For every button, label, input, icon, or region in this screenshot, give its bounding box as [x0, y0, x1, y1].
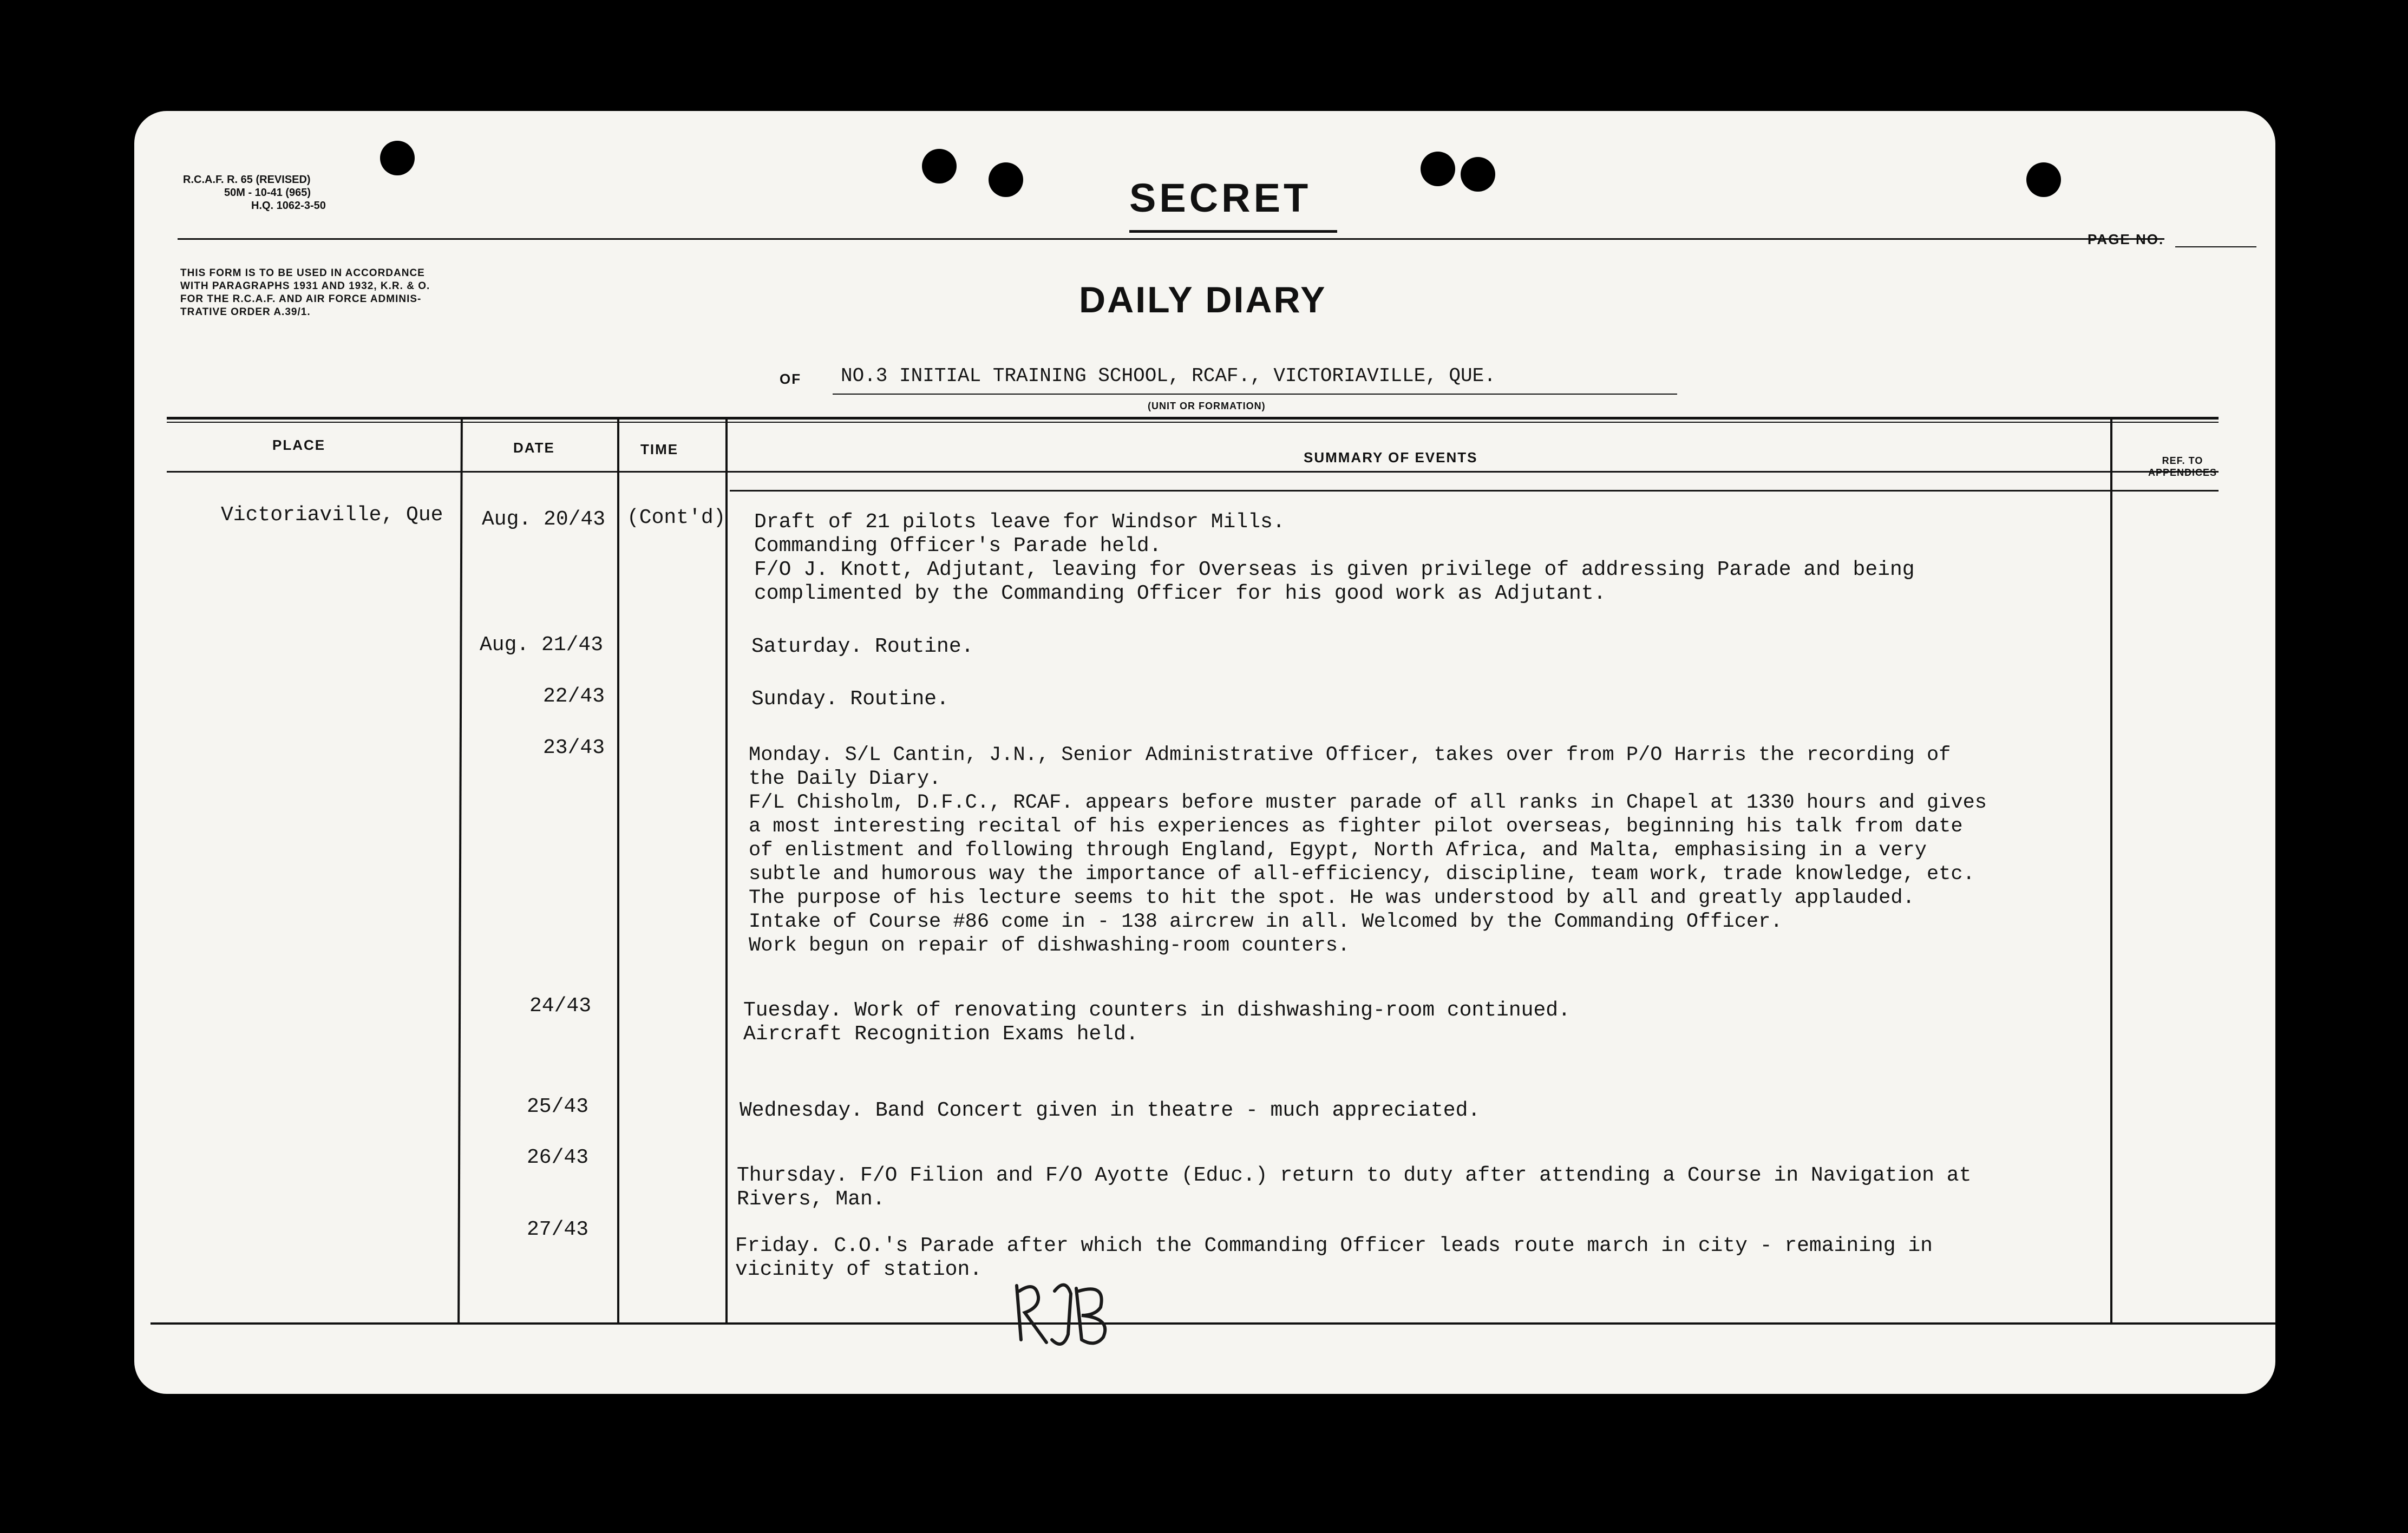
column-divider-place — [457, 420, 463, 1324]
entry-summary — [735, 1234, 1933, 1282]
summary-line: Thursday. F/O Filion and F/O Ayotte (Educ.) return to duty after attending a Course in Navigation at — [737, 1164, 1972, 1187]
classification-underline — [1129, 230, 1337, 233]
column-header-place: PLACE — [272, 437, 326, 453]
summary-line: Friday. C.O.'s Parade after which the Commanding Officer leads route march in city - remaining in — [735, 1234, 1933, 1257]
column-header-rule — [167, 471, 2219, 473]
form-code — [183, 173, 326, 212]
column-header-summary: SUMMARY OF EVENTS — [1304, 449, 1478, 466]
form-instructions — [180, 267, 430, 319]
column-header-ref — [2148, 455, 2217, 479]
entry-date: 24/43 — [529, 994, 592, 1018]
summary-line: Saturday. Routine. — [751, 635, 974, 658]
column-divider-ref — [2110, 420, 2112, 1324]
column-divider-time — [725, 420, 728, 1324]
form-code-line: 50M - 10-41 (965) — [224, 187, 311, 199]
summary-line: Work begun on repair of dishwashing-room counters. — [749, 934, 1350, 957]
summary-line: Tuesday. Work of renovating counters in dishwashing-room continued. — [743, 999, 1571, 1022]
instruction-line: TRATIVE ORDER A.39/1. — [180, 306, 311, 318]
summary-line: vicinity of station. — [735, 1258, 983, 1281]
summary-line: subtle and humorous way the importance of all-efficiency, discipline, team work, trade knowledge, etc. — [749, 863, 1975, 886]
entry-summary — [743, 999, 1571, 1046]
summary-line: Commanding Officer's Parade held. — [754, 534, 1162, 558]
summary-line: Aircraft Recognition Exams held. — [743, 1023, 1138, 1046]
entry-summary — [737, 1164, 1971, 1211]
punch-hole — [1421, 152, 1455, 186]
column-header-date: DATE — [513, 440, 555, 456]
punch-hole — [922, 149, 957, 184]
summary-line: Sunday. Routine. — [751, 687, 949, 711]
instruction-line: FOR THE R.C.A.F. AND AIR FORCE ADMINIS- — [180, 293, 422, 305]
classification-stamp: SECRET — [1129, 175, 1312, 220]
entry-date: 27/43 — [527, 1218, 589, 1241]
unit-underline — [833, 394, 1677, 395]
entry-time: (Cont'd) — [627, 506, 726, 529]
punch-hole — [380, 141, 415, 175]
punch-hole — [1461, 157, 1495, 192]
summary-line: Draft of 21 pilots leave for Windsor Mills. — [754, 510, 1285, 534]
entry-summary — [754, 510, 1915, 606]
entry-date: Aug. 21/43 — [480, 633, 604, 657]
summary-header-rule — [730, 490, 2219, 492]
punch-hole — [2026, 162, 2061, 197]
punch-hole — [989, 162, 1023, 197]
unit-caption: (UNIT OR FORMATION) — [1148, 401, 1266, 411]
summary-line: The purpose of his lecture seems to hit the spot. He was understood by all and greatly applauded. — [749, 887, 1915, 909]
ref-header-line: APPENDICES — [2148, 467, 2217, 478]
entry-date: 22/43 — [543, 685, 605, 708]
entry-date: 25/43 — [527, 1095, 589, 1118]
summary-line: the Daily Diary. — [749, 768, 941, 790]
column-divider-date — [617, 420, 619, 1324]
header-rule — [178, 238, 2164, 240]
page-number-label: PAGE NO. — [2088, 231, 2164, 247]
summary-line: F/L Chisholm, D.F.C., RCAF. appears before muster parade of all ranks in Chapel at 1330 hours and gives — [749, 791, 1987, 814]
unit-of-label: OF — [780, 371, 802, 387]
summary-line: Monday. S/L Cantin, J.N., Senior Administrative Officer, takes over from P/O Harris the recording of — [749, 744, 1951, 766]
ref-header-line: REF. TO — [2162, 455, 2203, 466]
table-bottom-rule — [150, 1322, 2275, 1325]
unit-name: NO.3 INITIAL TRAINING SCHOOL, RCAF., VICTORIAVILLE, QUE. — [841, 365, 1496, 387]
diary-form-card — [134, 111, 2275, 1394]
page-title: DAILY DIARY — [1079, 279, 1327, 320]
entry-date: Aug. 20/43 — [482, 508, 606, 531]
table-top-rule — [167, 417, 2219, 420]
entry-date: 26/43 — [527, 1146, 589, 1169]
instruction-line: WITH PARAGRAPHS 1931 AND 1932, K.R. & O. — [180, 280, 430, 292]
form-code-line: R.C.A.F. R. 65 (REVISED) — [183, 174, 311, 186]
summary-line: Intake of Course #86 come in - 138 aircrew in all. Welcomed by the Commanding Officer. — [749, 910, 1783, 933]
entry-place: Victoriaville, Que — [221, 503, 443, 527]
entry-date: 23/43 — [543, 736, 605, 759]
entry-summary — [749, 743, 1987, 958]
summary-line: F/O J. Knott, Adjutant, leaving for Overseas is given privilege of addressing Parade and being — [754, 558, 1915, 581]
signature-initials — [1006, 1275, 1125, 1356]
form-code-line: H.Q. 1062-3-50 — [251, 200, 326, 212]
summary-line: Rivers, Man. — [737, 1188, 885, 1211]
entry-summary — [751, 635, 973, 659]
summary-line: of enlistment and following through England, Egypt, North Africa, and Malta, emphasising in a very — [749, 839, 1927, 862]
table-top-rule — [167, 422, 2219, 423]
column-header-time: TIME — [640, 441, 679, 457]
entry-summary — [751, 687, 949, 711]
page-number-line — [2175, 246, 2256, 247]
summary-line: complimented by the Commanding Officer for his good work as Adjutant. — [754, 582, 1606, 605]
summary-line: a most interesting recital of his experiences as fighter pilot overseas, beginning his talk from date — [749, 815, 1963, 838]
instruction-line: THIS FORM IS TO BE USED IN ACCORDANCE — [180, 267, 425, 279]
summary-line: Wednesday. Band Concert given in theatre - much appreciated. — [740, 1099, 1481, 1122]
entry-summary — [740, 1099, 1480, 1123]
